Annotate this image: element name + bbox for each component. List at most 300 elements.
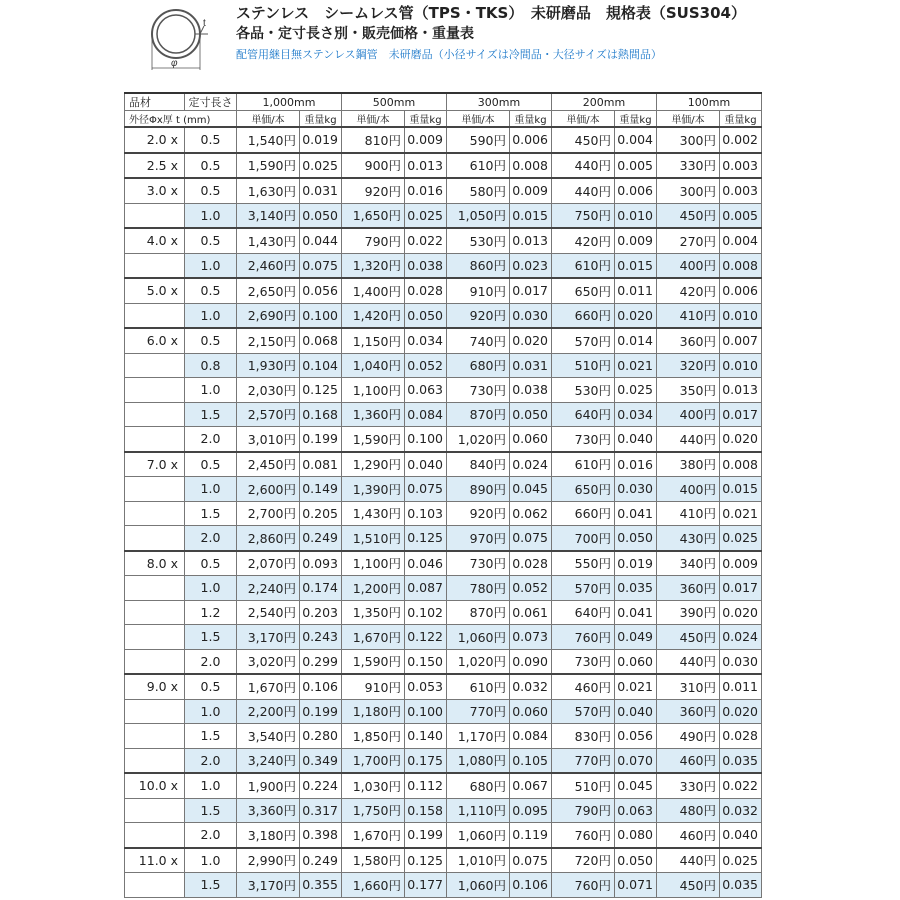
weight-cell: 0.061	[510, 600, 552, 625]
price-cell: 1,630円	[237, 178, 300, 203]
table-row	[125, 477, 762, 502]
price-cell: 2,070円	[237, 551, 300, 576]
diagram-t-label: t	[203, 18, 206, 29]
thickness-cell: 1.0	[185, 203, 237, 228]
weight-cell: 0.005	[720, 203, 762, 228]
thickness-cell: 0.5	[185, 153, 237, 179]
price-cell: 730円	[447, 378, 510, 403]
table-row	[125, 178, 762, 203]
price-cell: 440円	[552, 153, 615, 179]
price-cell: 2,460円	[237, 253, 300, 278]
weight-cell: 0.205	[300, 501, 342, 526]
price-cell: 440円	[657, 427, 720, 452]
weight-cell: 0.025	[405, 203, 447, 228]
weight-cell: 0.010	[615, 203, 657, 228]
outer-diameter-cell: 2.5 x	[125, 153, 185, 179]
price-cell: 870円	[447, 600, 510, 625]
price-cell: 1,200円	[342, 576, 405, 601]
price-cell: 1,180円	[342, 699, 405, 724]
thickness-cell: 1.0	[185, 253, 237, 278]
weight-cell: 0.034	[615, 402, 657, 427]
weight-cell: 0.087	[405, 576, 447, 601]
weight-cell: 0.067	[510, 773, 552, 798]
price-cell: 1,320円	[342, 253, 405, 278]
weight-cell: 0.020	[510, 328, 552, 353]
price-cell: 570円	[552, 699, 615, 724]
weight-cell: 0.125	[300, 378, 342, 403]
price-cell: 360円	[657, 699, 720, 724]
weight-cell: 0.031	[300, 178, 342, 203]
weight-cell: 0.024	[720, 625, 762, 650]
weight-cell: 0.009	[510, 178, 552, 203]
price-cell: 1,040円	[342, 353, 405, 378]
header-weight: 重量kg	[510, 111, 552, 128]
price-cell: 1,660円	[342, 873, 405, 898]
weight-cell: 0.016	[615, 452, 657, 477]
outer-diameter-cell: 8.0 x	[125, 551, 185, 576]
price-cell: 840円	[447, 452, 510, 477]
price-cell: 3,020円	[237, 649, 300, 674]
price-cell: 870円	[447, 402, 510, 427]
price-cell: 650円	[552, 278, 615, 303]
weight-cell: 0.199	[300, 699, 342, 724]
thickness-cell: 1.0	[185, 477, 237, 502]
price-cell: 350円	[657, 378, 720, 403]
price-cell: 2,450円	[237, 452, 300, 477]
price-cell: 2,240円	[237, 576, 300, 601]
weight-cell: 0.168	[300, 402, 342, 427]
weight-cell: 0.021	[720, 501, 762, 526]
price-cell: 420円	[552, 228, 615, 253]
thickness-cell: 0.5	[185, 551, 237, 576]
weight-cell: 0.022	[405, 228, 447, 253]
weight-cell: 0.349	[300, 748, 342, 773]
weight-cell: 0.050	[510, 402, 552, 427]
weight-cell: 0.025	[300, 153, 342, 179]
table-row	[125, 773, 762, 798]
table-row	[125, 501, 762, 526]
price-cell: 510円	[552, 773, 615, 798]
price-cell: 860円	[447, 253, 510, 278]
price-cell: 780円	[447, 576, 510, 601]
weight-cell: 0.030	[615, 477, 657, 502]
header-weight: 重量kg	[405, 111, 447, 128]
weight-cell: 0.028	[405, 278, 447, 303]
weight-cell: 0.175	[405, 748, 447, 773]
header-weight: 重量kg	[300, 111, 342, 128]
weight-cell: 0.015	[615, 253, 657, 278]
price-cell: 1,150円	[342, 328, 405, 353]
weight-cell: 0.068	[300, 328, 342, 353]
weight-cell: 0.224	[300, 773, 342, 798]
outer-diameter-cell	[125, 798, 185, 823]
header-material: 品材	[125, 93, 185, 111]
weight-cell: 0.016	[405, 178, 447, 203]
table-row	[125, 278, 762, 303]
table-row	[125, 353, 762, 378]
outer-diameter-cell	[125, 600, 185, 625]
price-cell: 310円	[657, 674, 720, 699]
weight-cell: 0.035	[720, 873, 762, 898]
price-cell: 1,750円	[342, 798, 405, 823]
outer-diameter-cell: 4.0 x	[125, 228, 185, 253]
weight-cell: 0.056	[300, 278, 342, 303]
price-cell: 1,420円	[342, 303, 405, 328]
price-cell: 590円	[447, 127, 510, 153]
table-row	[125, 452, 762, 477]
thickness-cell: 2.0	[185, 427, 237, 452]
weight-cell: 0.299	[300, 649, 342, 674]
weight-cell: 0.025	[720, 526, 762, 551]
price-cell: 2,540円	[237, 600, 300, 625]
price-cell: 720円	[552, 848, 615, 873]
price-cell: 1,080円	[447, 748, 510, 773]
weight-cell: 0.007	[720, 328, 762, 353]
weight-cell: 0.280	[300, 724, 342, 749]
weight-cell: 0.073	[510, 625, 552, 650]
weight-cell: 0.125	[405, 526, 447, 551]
price-cell: 1,850円	[342, 724, 405, 749]
thickness-cell: 1.5	[185, 724, 237, 749]
outer-diameter-cell	[125, 303, 185, 328]
price-cell: 2,700円	[237, 501, 300, 526]
weight-cell: 0.075	[510, 848, 552, 873]
outer-diameter-cell: 10.0 x	[125, 773, 185, 798]
price-cell: 2,570円	[237, 402, 300, 427]
weight-cell: 0.004	[720, 228, 762, 253]
outer-diameter-cell	[125, 873, 185, 898]
table-row	[125, 551, 762, 576]
table-row	[125, 823, 762, 848]
header-price: 単価/本	[657, 111, 720, 128]
outer-diameter-cell	[125, 649, 185, 674]
table-row	[125, 600, 762, 625]
price-cell: 760円	[552, 823, 615, 848]
price-cell: 1,060円	[447, 873, 510, 898]
thickness-cell: 2.0	[185, 526, 237, 551]
weight-cell: 0.158	[405, 798, 447, 823]
price-cell: 360円	[657, 328, 720, 353]
price-cell: 1,580円	[342, 848, 405, 873]
price-cell: 490円	[657, 724, 720, 749]
price-cell: 330円	[657, 153, 720, 179]
price-cell: 570円	[552, 576, 615, 601]
weight-cell: 0.106	[300, 674, 342, 699]
price-cell: 510円	[552, 353, 615, 378]
weight-cell: 0.100	[405, 427, 447, 452]
price-cell: 2,200円	[237, 699, 300, 724]
table-row	[125, 798, 762, 823]
table-row	[125, 674, 762, 699]
thickness-cell: 1.5	[185, 873, 237, 898]
price-cell: 1,290円	[342, 452, 405, 477]
price-cell: 3,010円	[237, 427, 300, 452]
price-cell: 1,030円	[342, 773, 405, 798]
weight-cell: 0.006	[615, 178, 657, 203]
price-cell: 1,020円	[447, 649, 510, 674]
table-row	[125, 228, 762, 253]
weight-cell: 0.140	[405, 724, 447, 749]
weight-cell: 0.022	[720, 773, 762, 798]
price-cell: 1,670円	[237, 674, 300, 699]
weight-cell: 0.005	[615, 153, 657, 179]
price-cell: 340円	[657, 551, 720, 576]
thickness-cell: 0.5	[185, 178, 237, 203]
weight-cell: 0.011	[615, 278, 657, 303]
weight-cell: 0.052	[510, 576, 552, 601]
table-row	[125, 873, 762, 898]
thickness-cell: 0.5	[185, 127, 237, 153]
price-cell: 3,170円	[237, 625, 300, 650]
price-cell: 530円	[447, 228, 510, 253]
thickness-cell: 0.5	[185, 328, 237, 353]
weight-cell: 0.009	[720, 551, 762, 576]
price-cell: 2,650円	[237, 278, 300, 303]
weight-cell: 0.398	[300, 823, 342, 848]
outer-diameter-cell	[125, 576, 185, 601]
price-cell: 650円	[552, 477, 615, 502]
table-row	[125, 378, 762, 403]
price-cell: 1,540円	[237, 127, 300, 153]
price-cell: 2,600円	[237, 477, 300, 502]
price-cell: 920円	[447, 501, 510, 526]
price-cell: 1,670円	[342, 625, 405, 650]
weight-cell: 0.013	[510, 228, 552, 253]
weight-cell: 0.025	[720, 848, 762, 873]
price-cell: 400円	[657, 402, 720, 427]
price-cell: 610円	[447, 153, 510, 179]
price-cell: 660円	[552, 303, 615, 328]
price-cell: 1,010円	[447, 848, 510, 873]
outer-diameter-cell: 9.0 x	[125, 674, 185, 699]
weight-cell: 0.009	[615, 228, 657, 253]
weight-cell: 0.122	[405, 625, 447, 650]
price-cell: 580円	[447, 178, 510, 203]
price-cell: 1,110円	[447, 798, 510, 823]
outer-diameter-cell	[125, 378, 185, 403]
table-row	[125, 153, 762, 179]
table-row	[125, 253, 762, 278]
price-cell: 680円	[447, 773, 510, 798]
price-cell: 430円	[657, 526, 720, 551]
weight-cell: 0.045	[615, 773, 657, 798]
weight-cell: 0.013	[720, 378, 762, 403]
price-cell: 1,100円	[342, 378, 405, 403]
thickness-cell: 0.5	[185, 278, 237, 303]
weight-cell: 0.174	[300, 576, 342, 601]
page-subtitle: 各品・定寸長さ別・販売価格・重量表	[236, 26, 474, 42]
outer-diameter-cell	[125, 625, 185, 650]
price-cell: 900円	[342, 153, 405, 179]
weight-cell: 0.050	[300, 203, 342, 228]
header-length-500: 500mm	[342, 93, 447, 111]
weight-cell: 0.014	[615, 328, 657, 353]
weight-cell: 0.106	[510, 873, 552, 898]
thickness-cell: 1.0	[185, 699, 237, 724]
table-row	[125, 625, 762, 650]
table-row	[125, 427, 762, 452]
price-cell: 1,700円	[342, 748, 405, 773]
price-cell: 1,590円	[342, 649, 405, 674]
price-cell: 770円	[552, 748, 615, 773]
weight-cell: 0.112	[405, 773, 447, 798]
header-length-300: 300mm	[447, 93, 552, 111]
thickness-cell: 1.0	[185, 576, 237, 601]
weight-cell: 0.355	[300, 873, 342, 898]
price-cell: 810円	[342, 127, 405, 153]
price-cell: 1,360円	[342, 402, 405, 427]
price-cell: 1,060円	[447, 625, 510, 650]
weight-cell: 0.041	[615, 501, 657, 526]
table-row	[125, 303, 762, 328]
weight-cell: 0.020	[720, 427, 762, 452]
table-row	[125, 699, 762, 724]
outer-diameter-cell	[125, 501, 185, 526]
table-row	[125, 402, 762, 427]
price-cell: 3,240円	[237, 748, 300, 773]
price-cell: 420円	[657, 278, 720, 303]
price-cell: 1,590円	[237, 153, 300, 179]
weight-cell: 0.009	[405, 127, 447, 153]
price-cell: 3,360円	[237, 798, 300, 823]
weight-cell: 0.019	[300, 127, 342, 153]
thickness-cell: 1.0	[185, 848, 237, 873]
weight-cell: 0.028	[720, 724, 762, 749]
pipe-cross-section-icon	[140, 4, 220, 76]
price-cell: 440円	[657, 848, 720, 873]
weight-cell: 0.100	[405, 699, 447, 724]
weight-cell: 0.199	[405, 823, 447, 848]
weight-cell: 0.006	[720, 278, 762, 303]
price-cell: 300円	[657, 127, 720, 153]
price-cell: 450円	[657, 625, 720, 650]
weight-cell: 0.150	[405, 649, 447, 674]
weight-cell: 0.031	[510, 353, 552, 378]
weight-cell: 0.053	[405, 674, 447, 699]
thickness-cell: 1.0	[185, 303, 237, 328]
weight-cell: 0.034	[405, 328, 447, 353]
price-cell: 1,900円	[237, 773, 300, 798]
weight-cell: 0.060	[510, 699, 552, 724]
table-row	[125, 576, 762, 601]
weight-cell: 0.002	[720, 127, 762, 153]
price-cell: 330円	[657, 773, 720, 798]
weight-cell: 0.030	[510, 303, 552, 328]
outer-diameter-cell	[125, 724, 185, 749]
weight-cell: 0.040	[405, 452, 447, 477]
price-cell: 410円	[657, 501, 720, 526]
thickness-cell: 1.5	[185, 402, 237, 427]
price-cell: 640円	[552, 402, 615, 427]
price-cell: 890円	[447, 477, 510, 502]
weight-cell: 0.119	[510, 823, 552, 848]
weight-cell: 0.149	[300, 477, 342, 502]
weight-cell: 0.084	[405, 402, 447, 427]
price-cell: 3,140円	[237, 203, 300, 228]
weight-cell: 0.038	[405, 253, 447, 278]
price-cell: 1,170円	[447, 724, 510, 749]
price-cell: 400円	[657, 477, 720, 502]
weight-cell: 0.080	[615, 823, 657, 848]
price-cell: 460円	[552, 674, 615, 699]
price-cell: 740円	[447, 328, 510, 353]
outer-diameter-cell: 2.0 x	[125, 127, 185, 153]
price-cell: 400円	[657, 253, 720, 278]
price-cell: 730円	[552, 427, 615, 452]
header-price: 単価/本	[447, 111, 510, 128]
price-cell: 610円	[447, 674, 510, 699]
outer-diameter-cell	[125, 353, 185, 378]
weight-cell: 0.063	[405, 378, 447, 403]
weight-cell: 0.040	[720, 823, 762, 848]
weight-cell: 0.050	[405, 303, 447, 328]
outer-diameter-cell: 6.0 x	[125, 328, 185, 353]
weight-cell: 0.075	[510, 526, 552, 551]
weight-cell: 0.010	[720, 303, 762, 328]
weight-cell: 0.243	[300, 625, 342, 650]
weight-cell: 0.105	[510, 748, 552, 773]
header-length-200: 200mm	[552, 93, 657, 111]
table-row	[125, 724, 762, 749]
header-length-100: 100mm	[657, 93, 762, 111]
weight-cell: 0.025	[615, 378, 657, 403]
weight-cell: 0.004	[615, 127, 657, 153]
price-cell: 450円	[657, 873, 720, 898]
weight-cell: 0.032	[510, 674, 552, 699]
price-cell: 3,170円	[237, 873, 300, 898]
weight-cell: 0.249	[300, 526, 342, 551]
thickness-cell: 1.0	[185, 773, 237, 798]
weight-cell: 0.060	[615, 649, 657, 674]
thickness-cell: 2.0	[185, 748, 237, 773]
header-price: 単価/本	[552, 111, 615, 128]
thickness-cell: 1.0	[185, 378, 237, 403]
weight-cell: 0.017	[720, 402, 762, 427]
page-header	[0, 0, 900, 80]
weight-cell: 0.017	[510, 278, 552, 303]
weight-cell: 0.104	[300, 353, 342, 378]
weight-cell: 0.045	[510, 477, 552, 502]
price-cell: 730円	[447, 551, 510, 576]
price-cell: 910円	[447, 278, 510, 303]
weight-cell: 0.050	[615, 848, 657, 873]
price-cell: 1,100円	[342, 551, 405, 576]
price-cell: 790円	[552, 798, 615, 823]
price-cell: 1,400円	[342, 278, 405, 303]
price-cell: 760円	[552, 873, 615, 898]
header-weight: 重量kg	[615, 111, 657, 128]
price-cell: 300円	[657, 178, 720, 203]
weight-cell: 0.049	[615, 625, 657, 650]
weight-cell: 0.013	[405, 153, 447, 179]
price-cell: 920円	[447, 303, 510, 328]
weight-cell: 0.056	[615, 724, 657, 749]
page-title: ステンレス シームレス管（TPS・TKS） 未研磨品 規格表（SUS304）	[236, 4, 746, 22]
weight-cell: 0.032	[720, 798, 762, 823]
weight-cell: 0.050	[615, 526, 657, 551]
weight-cell: 0.011	[720, 674, 762, 699]
spec-table	[124, 92, 762, 898]
weight-cell: 0.249	[300, 848, 342, 873]
outer-diameter-cell	[125, 823, 185, 848]
price-cell: 610円	[552, 253, 615, 278]
price-cell: 570円	[552, 328, 615, 353]
weight-cell: 0.021	[615, 353, 657, 378]
outer-diameter-cell	[125, 402, 185, 427]
price-cell: 610円	[552, 452, 615, 477]
weight-cell: 0.060	[510, 427, 552, 452]
outer-diameter-cell	[125, 427, 185, 452]
